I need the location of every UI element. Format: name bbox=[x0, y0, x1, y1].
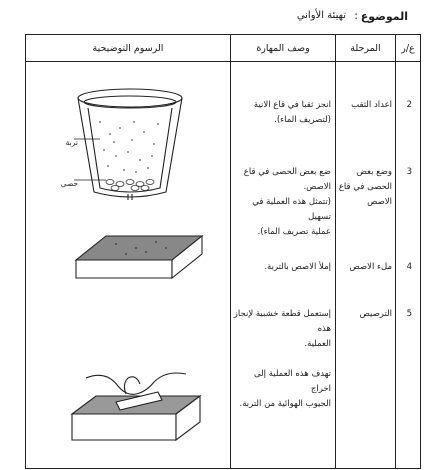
row-stage-2: اعداد الثقب bbox=[351, 100, 392, 110]
drawings-column-cell bbox=[26, 62, 231, 469]
soil-texture bbox=[99, 121, 159, 173]
row-desc-3 bbox=[233, 165, 331, 240]
table-header-row bbox=[26, 35, 421, 62]
desc-line: (لتصريف الماء). bbox=[274, 115, 331, 125]
gravel-layer bbox=[106, 180, 154, 191]
header-description: وصف المهارة bbox=[231, 35, 336, 62]
topic-value: تهيئة الأواني bbox=[296, 10, 346, 21]
header-stage: المرحلة bbox=[336, 35, 396, 62]
row-desc-4 bbox=[233, 260, 331, 275]
desc-line: انجز ثقبا في قاع الانية bbox=[253, 100, 331, 110]
pot-drawing bbox=[70, 84, 190, 204]
tamping-drawing bbox=[66, 356, 206, 456]
hands-outline bbox=[86, 373, 186, 394]
desc-spacer bbox=[233, 352, 331, 367]
pot-rim-inner bbox=[84, 96, 176, 108]
row-num-4: 4 bbox=[406, 262, 412, 272]
desc-line: (تتمثل هذه العملية في تسهيل bbox=[252, 197, 331, 222]
desc-line: إملأ الاصص بالتربة. bbox=[264, 262, 331, 272]
row-num-2: 2 bbox=[406, 100, 412, 110]
desc-line: عملية تصريف الماء). bbox=[257, 227, 331, 237]
desc-line: إستعمل قطعة خشبية لإنجاز هذه bbox=[233, 309, 331, 334]
row-num-3: 3 bbox=[406, 167, 412, 177]
row-num-5: 5 bbox=[406, 309, 412, 319]
header-drawings: الرسوم التوضيحية bbox=[26, 35, 231, 62]
filled-tray-drawing bbox=[66, 230, 206, 302]
description-column-cell bbox=[231, 62, 336, 469]
desc-line: تهدف هذه العملية إلى اخراج bbox=[254, 369, 331, 394]
skills-table bbox=[25, 34, 421, 469]
gravel-label: حصى bbox=[60, 179, 78, 188]
desc-line: الجيوب الهوائية من التربة. bbox=[239, 399, 331, 409]
tray-front bbox=[76, 260, 172, 278]
num-column-cell bbox=[396, 62, 421, 469]
stage-column-cell bbox=[336, 62, 396, 469]
row-desc-5 bbox=[233, 307, 331, 412]
soil-label: تربة bbox=[65, 138, 78, 147]
row-stage-5: الترصيص bbox=[359, 309, 392, 319]
topic-separator: : bbox=[354, 9, 358, 22]
row-stage-4: ملء الاصص bbox=[349, 262, 392, 272]
row-stage-3: وضع بعض الحصى في قاع الاصص bbox=[338, 167, 392, 207]
row-desc-2 bbox=[233, 98, 331, 128]
desc-line: ضع بعض الحصى في قاع الاصص. bbox=[243, 167, 331, 192]
document-header bbox=[8, 6, 420, 28]
tamping-tray-front bbox=[72, 414, 176, 440]
topic-label: الموضوع bbox=[360, 10, 408, 23]
desc-line: العملية. bbox=[304, 339, 331, 349]
header-num: ع/ر bbox=[396, 35, 421, 62]
